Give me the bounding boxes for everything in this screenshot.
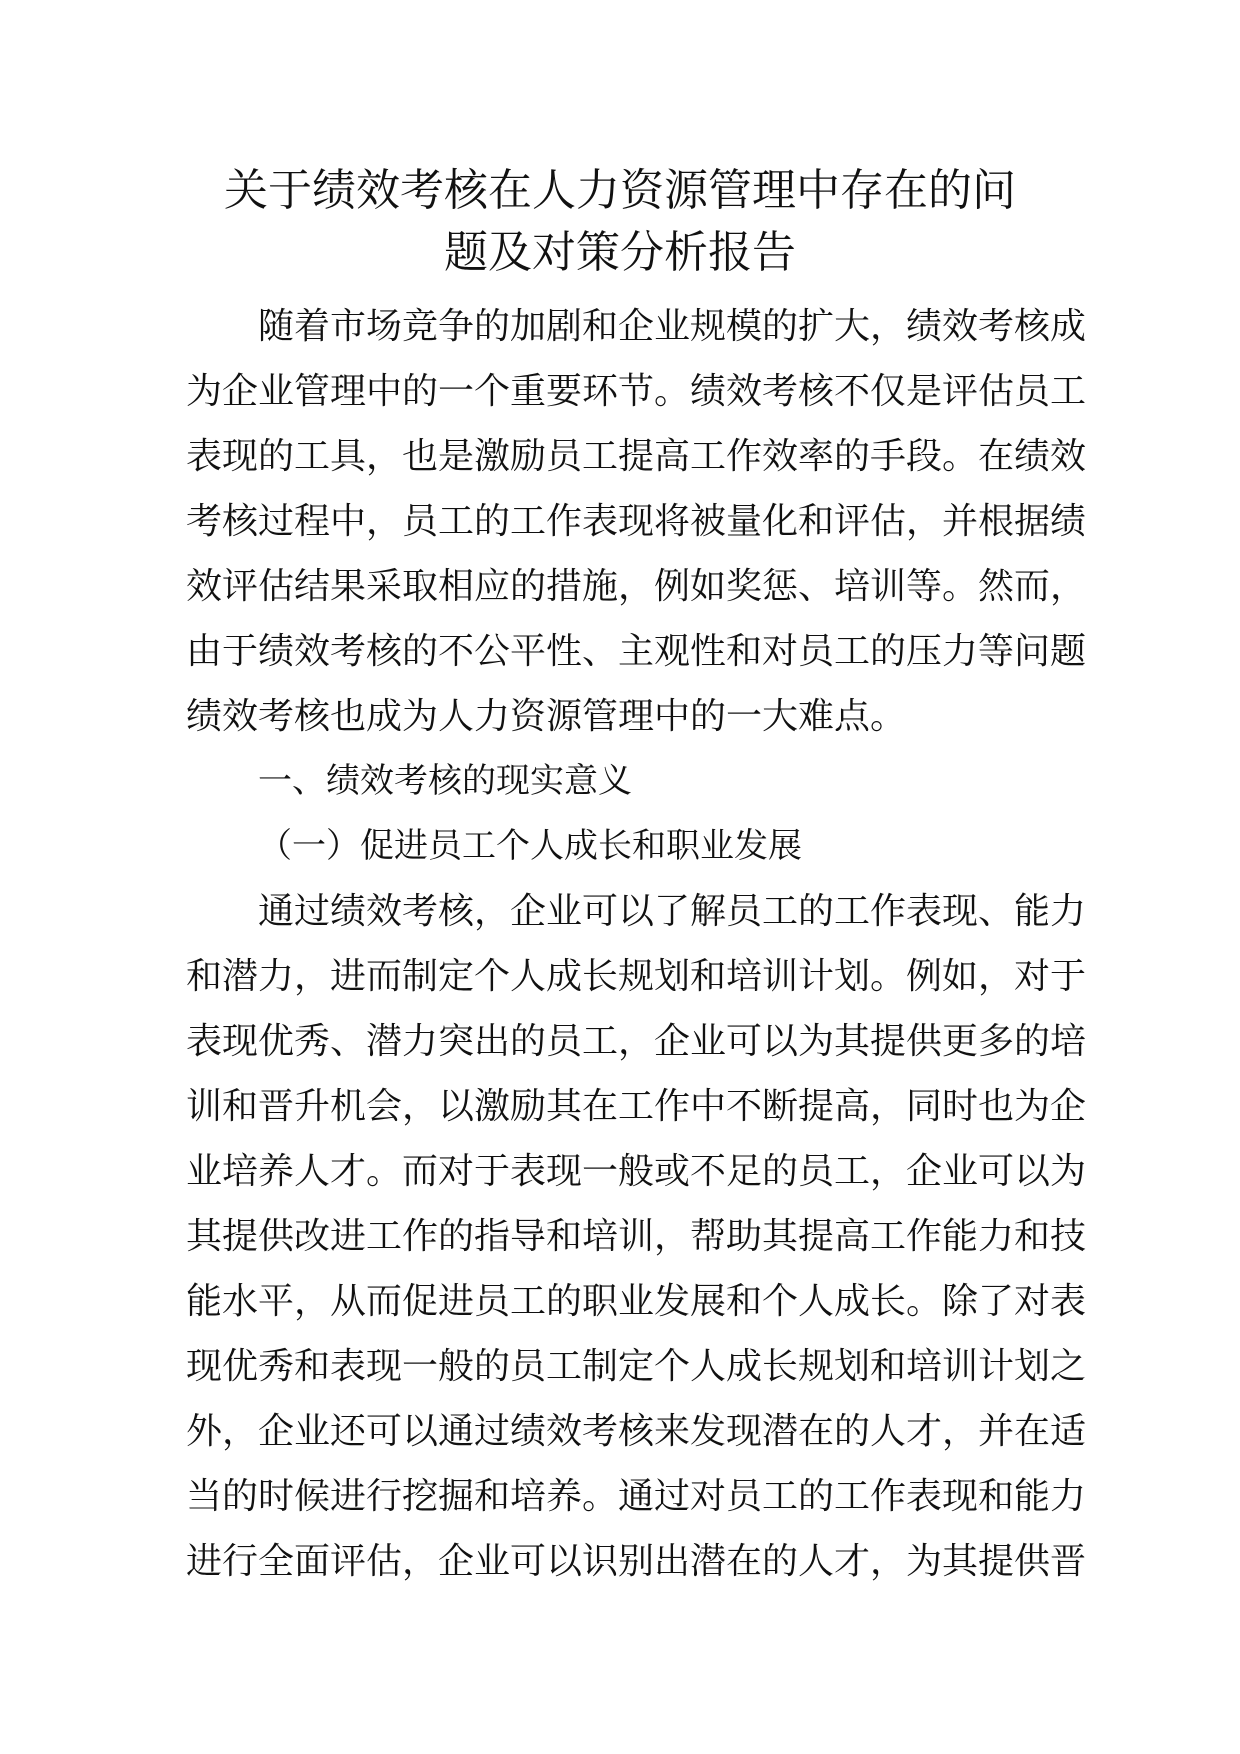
paragraph-line: 和潜力，进而制定个人成长规划和培训计划。例如，对于: [186, 956, 1087, 997]
paragraph-line: 当的时候进行挖掘和培养。通过对员工的工作表现和能力: [186, 1476, 1087, 1517]
paragraph-line: 能水平，从而促进员工的职业发展和个人成长。除了对表: [186, 1281, 1087, 1322]
paragraph-line: 绩效考核也成为人力资源管理中的一大难点。: [186, 696, 907, 737]
subsection-heading: （一）促进员工个人成长和职业发展: [258, 826, 802, 866]
paragraph-line: 现优秀和表现一般的员工制定个人成长规划和培训计划之: [186, 1346, 1087, 1387]
title-line-1: 关于绩效考核在人力资源管理中存在的问: [224, 165, 1016, 216]
paragraph-line: 随着市场竞争的加剧和企业规模的扩大，绩效考核成: [258, 306, 1087, 347]
paragraph-line: 表现优秀、潜力突出的员工，企业可以为其提供更多的培: [186, 1021, 1087, 1062]
paragraph-line: 进行全面评估，企业可以识别出潜在的人才，为其提供晋: [186, 1541, 1087, 1582]
paragraph-line: 效评估结果采取相应的措施，例如奖惩、培训等。然而，: [186, 566, 1087, 607]
paragraph-line: 由于绩效考核的不公平性、主观性和对员工的压力等问题: [186, 631, 1087, 672]
document-body: [186, 294, 1087, 1594]
paragraph-line: 通过绩效考核，企业可以了解员工的工作表现、能力: [258, 891, 1087, 932]
paragraph-line: 为企业管理中的一个重要环节。绩效考核不仅是评估员工: [186, 371, 1087, 412]
paragraph-line: 业培养人才。而对于表现一般或不足的员工，企业可以为: [186, 1151, 1087, 1192]
paragraph-line: 表现的工具，也是激励员工提高工作效率的手段。在绩效: [186, 436, 1087, 477]
section-heading: 一、绩效考核的现实意义: [258, 761, 632, 801]
paragraph-line: 考核过程中，员工的工作表现将被量化和评估，并根据绩: [186, 501, 1087, 542]
paragraph-line: 训和晋升机会，以激励其在工作中不断提高，同时也为企: [186, 1086, 1087, 1127]
paragraph-line: 其提供改进工作的指导和培训，帮助其提高工作能力和技: [186, 1216, 1087, 1257]
document-title: [150, 160, 1090, 284]
title-line-2: 题及对策分析报告: [444, 227, 796, 278]
paragraph-line: 外，企业还可以通过绩效考核来发现潜在的人才，并在适: [186, 1411, 1087, 1452]
